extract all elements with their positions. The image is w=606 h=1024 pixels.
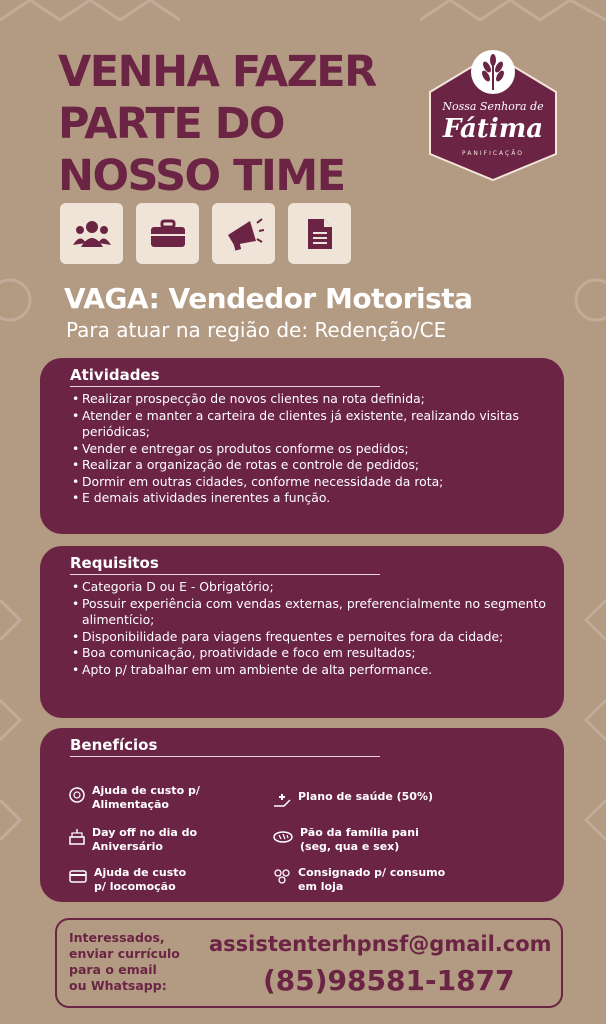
benefit-item <box>272 866 445 894</box>
list-item: • Vender e entregar os produtos conforme os pedidos; <box>72 441 548 458</box>
megaphone-icon <box>212 203 275 264</box>
benefit-item <box>68 866 186 894</box>
benefit-line: Day off no dia do <box>92 826 198 839</box>
contact-label-line: Interessados, <box>69 930 165 945</box>
list-item: • Possuir experiência com vendas externas, preferencialmente no segmento alimentício; <box>72 596 548 629</box>
job-title: VAGA: Vendedor Motorista <box>64 282 473 315</box>
document-icon <box>288 203 351 264</box>
benefit-line: (seg, qua e sex) <box>300 840 400 853</box>
requirements-divider <box>70 574 380 575</box>
activities-divider <box>70 386 380 387</box>
contact-label-line: para o email <box>69 962 157 977</box>
logo-big-text: Fátima <box>442 114 544 144</box>
requirements-panel <box>40 546 564 718</box>
contact-label-line: ou Whatsapp: <box>69 978 167 993</box>
benefit-line: em loja <box>298 880 344 893</box>
contact-label-line: enviar currículo <box>69 946 180 961</box>
list-item: • Atender e manter a carteira de clientes já existente, realizando visitas periódicas; <box>72 408 548 441</box>
benefit-line: Pão da família pani <box>300 826 419 839</box>
contact-box <box>55 918 563 1008</box>
list-item: • Realizar prospecção de novos clientes na rota definida; <box>72 391 548 408</box>
headline-line-2: PARTE DO <box>58 99 284 149</box>
list-item: • Disponibilidade para viagens frequentes e pernoites fora da cidade; <box>72 629 548 646</box>
benefit-item <box>272 790 433 808</box>
benefit-line: Alimentação <box>92 798 169 811</box>
activities-title: Atividades <box>70 366 160 384</box>
logo-tiny-text: PANIFICAÇÃO <box>462 150 524 157</box>
card-icon <box>68 868 88 884</box>
headline-line-1: VENHA FAZER <box>58 47 376 97</box>
activities-panel <box>40 358 564 534</box>
benefit-item <box>68 826 197 854</box>
food-icon <box>68 786 86 804</box>
brand-logo <box>418 42 568 182</box>
benefits-divider <box>70 756 380 757</box>
benefit-line: Plano de saúde (50%) <box>298 790 433 803</box>
job-region: Para atuar na região de: Redenção/CE <box>66 318 447 342</box>
contact-email[interactable]: assistenterhpnsf@gmail.com <box>209 932 552 956</box>
people-icon <box>272 868 292 886</box>
contact-phone[interactable]: (85)98581-1877 <box>263 964 515 997</box>
benefit-line: Aniversário <box>92 840 163 853</box>
briefcase-icon <box>136 203 199 264</box>
activities-list <box>62 391 548 507</box>
requirements-title: Requisitos <box>70 554 159 572</box>
team-icon <box>60 203 123 264</box>
requirements-list <box>62 579 548 678</box>
contact-label <box>69 930 199 994</box>
list-item: • Realizar a organização de rotas e controle de pedidos; <box>72 457 548 474</box>
benefit-line: Ajuda de custo p/ <box>92 784 200 797</box>
headline-line-3: NOSSO TIME <box>58 151 345 201</box>
benefits-title: Benefícios <box>70 736 158 754</box>
benefit-line: Ajuda de custo <box>94 866 187 879</box>
benefit-item <box>272 826 419 854</box>
benefit-item <box>68 784 200 812</box>
bread-icon <box>272 828 294 844</box>
list-item: • Categoria D ou E - Obrigatório; <box>72 579 548 596</box>
benefits-panel <box>40 728 564 902</box>
benefit-line: Consignado p/ consumo <box>298 866 446 879</box>
list-item: • Boa comunicação, proatividade e foco em resultados; <box>72 645 548 662</box>
list-item: • E demais atividades inerentes a função. <box>72 490 548 507</box>
list-item: • Dormir em outras cidades, conforme necessidade da rota; <box>72 474 548 491</box>
cake-icon <box>68 828 86 846</box>
icon-row <box>60 203 351 264</box>
benefit-line: p/ locomoção <box>94 880 176 893</box>
headline <box>58 46 376 202</box>
list-item: • Apto p/ trabalhar em um ambiente de alta performance. <box>72 662 548 679</box>
logo-small-text: Nossa Senhora de <box>442 100 544 113</box>
health-icon <box>272 792 292 808</box>
